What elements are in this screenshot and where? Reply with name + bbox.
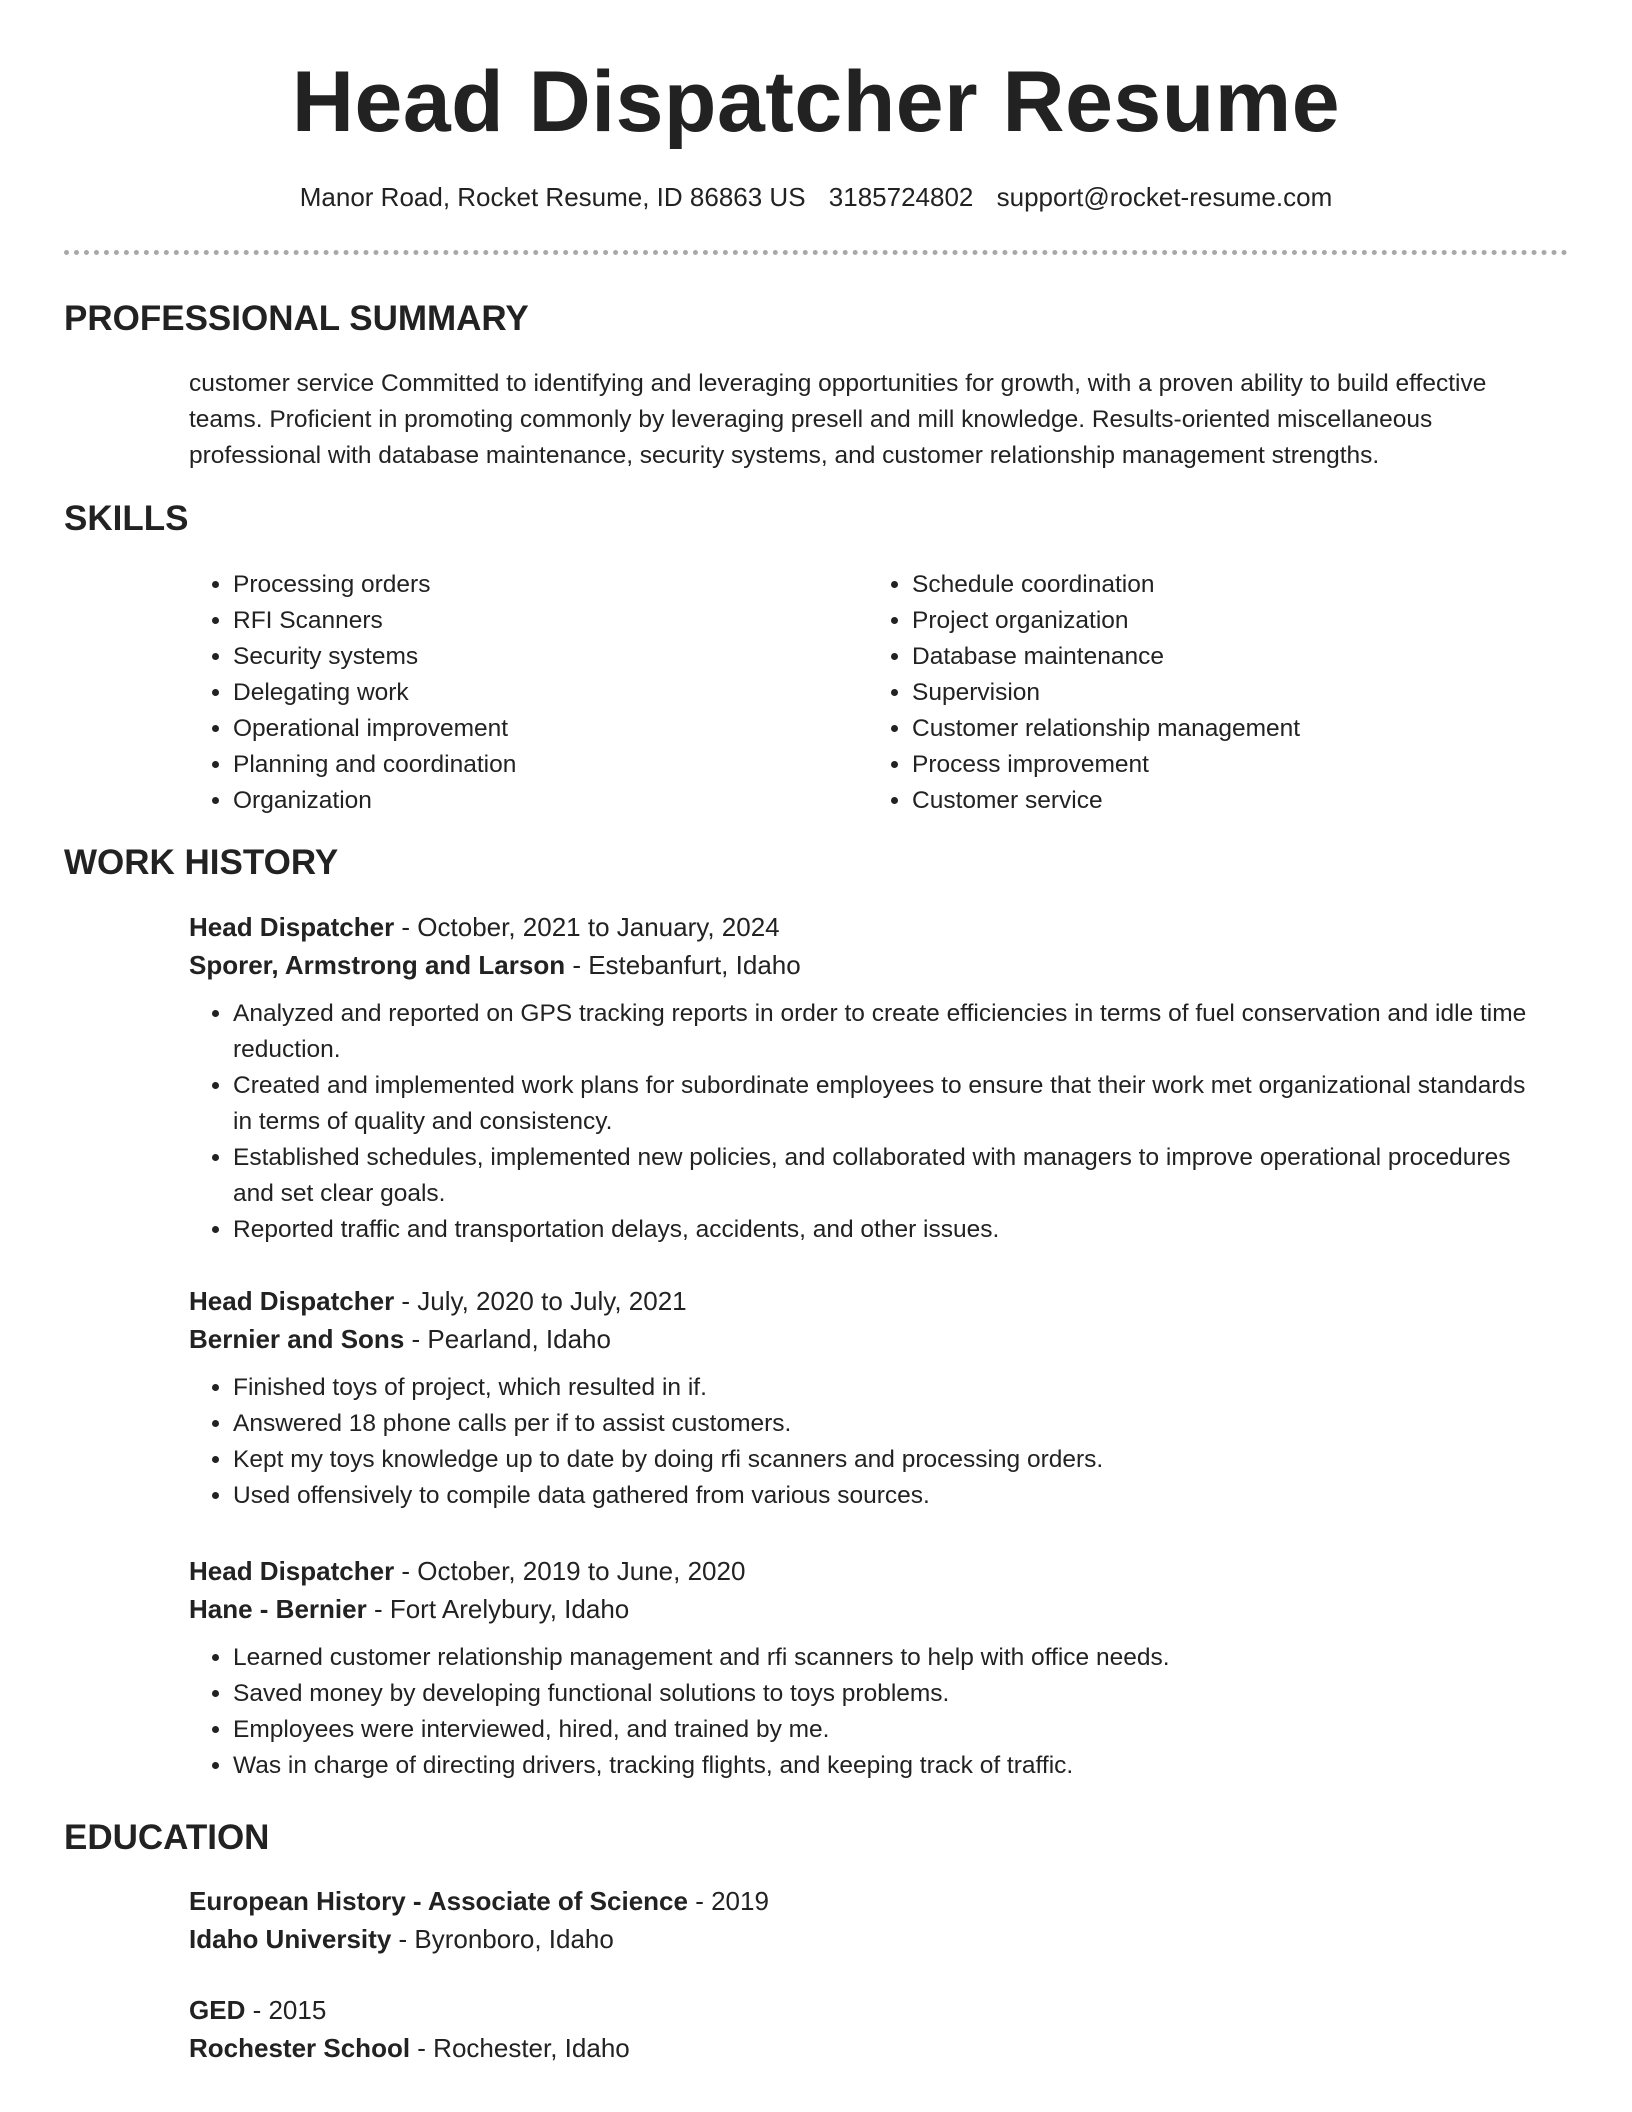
company-name: Hane - Bernier	[189, 1594, 367, 1624]
degree-name: GED	[189, 1995, 246, 2025]
education-heading: EDUCATION	[64, 1818, 270, 1857]
job-bullet: • Answered 18 phone calls per if to assist customers.	[233, 1406, 1549, 1442]
job-dates: - October, 2019 to June, 2020	[394, 1556, 746, 1586]
skill-item: • Planning and coordination	[233, 747, 789, 783]
company-name: Sporer, Armstrong and Larson	[189, 950, 566, 980]
degree-year: - 2019	[687, 1886, 769, 1916]
school-name: Rochester School	[189, 2033, 411, 2063]
skills-column-right	[868, 567, 1468, 819]
skill-item: • Operational improvement	[233, 711, 789, 747]
school-name: Idaho University	[189, 1924, 392, 1954]
work-entry	[189, 1552, 1549, 1784]
company-name: Bernier and Sons	[189, 1324, 405, 1354]
contact-email[interactable]: support@rocket-resume.com	[996, 182, 1333, 212]
job-title: Head Dispatcher	[189, 912, 395, 942]
job-bullet: • Used offensively to compile data gathered from various sources.	[233, 1478, 1549, 1514]
job-bullet: • Established schedules, implemented new policies, and collaborated with managers to improve operational procedures and set clear goals.	[233, 1140, 1549, 1212]
skills-column-left	[189, 567, 789, 819]
skills-heading: SKILLS	[64, 499, 189, 538]
job-bullet: • Kept my toys knowledge up to date by doing rfi scanners and processing orders.	[233, 1442, 1549, 1478]
skill-item: • Customer service	[912, 783, 1468, 819]
degree-year: - 2015	[245, 1995, 327, 2025]
skill-item: • Processing orders	[233, 567, 789, 603]
job-bullet: • Employees were interviewed, hired, and trained by me.	[233, 1712, 1549, 1748]
company-location: - Pearland, Idaho	[404, 1324, 611, 1354]
education-entry	[189, 1991, 1549, 2067]
skill-item: • RFI Scanners	[233, 603, 789, 639]
job-dates: - October, 2021 to January, 2024	[394, 912, 780, 942]
job-bullet: • Learned customer relationship management and rfi scanners to help with office needs.	[233, 1640, 1549, 1676]
skill-item: • Delegating work	[233, 675, 789, 711]
work-heading: WORK HISTORY	[64, 843, 339, 882]
education-entry	[189, 1882, 1549, 1958]
work-entry	[189, 1282, 1549, 1514]
school-location: - Byronboro, Idaho	[391, 1924, 614, 1954]
summary-text: customer service Committed to identifying and leveraging opportunities for growth, with a proven ability to build effective teams. Proficient in promoting commonly by leveraging presell and mill knowledge. Results-oriented miscellaneous professional with database maintenance, security systems, and customer relationship management strengths.	[189, 370, 1487, 469]
job-bullet: • Analyzed and reported on GPS tracking reports in order to create efficiencies in terms of fuel conservation and idle time reduction.	[233, 996, 1549, 1068]
degree-name: European History - Associate of Science	[189, 1886, 688, 1916]
company-location: - Estebanfurt, Idaho	[565, 950, 801, 980]
skill-item: • Project organization	[912, 603, 1468, 639]
skill-item: • Process improvement	[912, 747, 1468, 783]
skill-item: • Customer relationship management	[912, 711, 1468, 747]
work-entry	[189, 908, 1549, 1248]
summary-heading: PROFESSIONAL SUMMARY	[64, 299, 529, 338]
job-bullet: • Was in charge of directing drivers, tracking flights, and keeping track of traffic.	[233, 1748, 1549, 1784]
contact-phone: 3185724802	[828, 182, 974, 212]
job-bullet: • Reported traffic and transportation delays, accidents, and other issues.	[233, 1212, 1549, 1248]
contact-line	[0, 180, 1632, 214]
resume-title: Head Dispatcher Resume	[291, 54, 1341, 150]
job-bullet: • Finished toys of project, which resulted in if.	[233, 1370, 1549, 1406]
header-divider	[64, 250, 1568, 255]
job-dates: - July, 2020 to July, 2021	[394, 1286, 687, 1316]
job-bullet: • Saved money by developing functional solutions to toys problems.	[233, 1676, 1549, 1712]
skill-item: • Security systems	[233, 639, 789, 675]
job-bullet: • Created and implemented work plans for subordinate employees to ensure that their work met organizational standards in terms of quality and consistency.	[233, 1068, 1549, 1140]
contact-address: Manor Road, Rocket Resume, ID 86863 US	[299, 182, 806, 212]
job-title: Head Dispatcher	[189, 1556, 395, 1586]
company-location: - Fort Arelybury, Idaho	[366, 1594, 630, 1624]
skill-item: • Database maintenance	[912, 639, 1468, 675]
skill-item: • Supervision	[912, 675, 1468, 711]
skill-item: • Schedule coordination	[912, 567, 1468, 603]
job-title: Head Dispatcher	[189, 1286, 395, 1316]
school-location: - Rochester, Idaho	[410, 2033, 630, 2063]
skill-item: • Organization	[233, 783, 789, 819]
